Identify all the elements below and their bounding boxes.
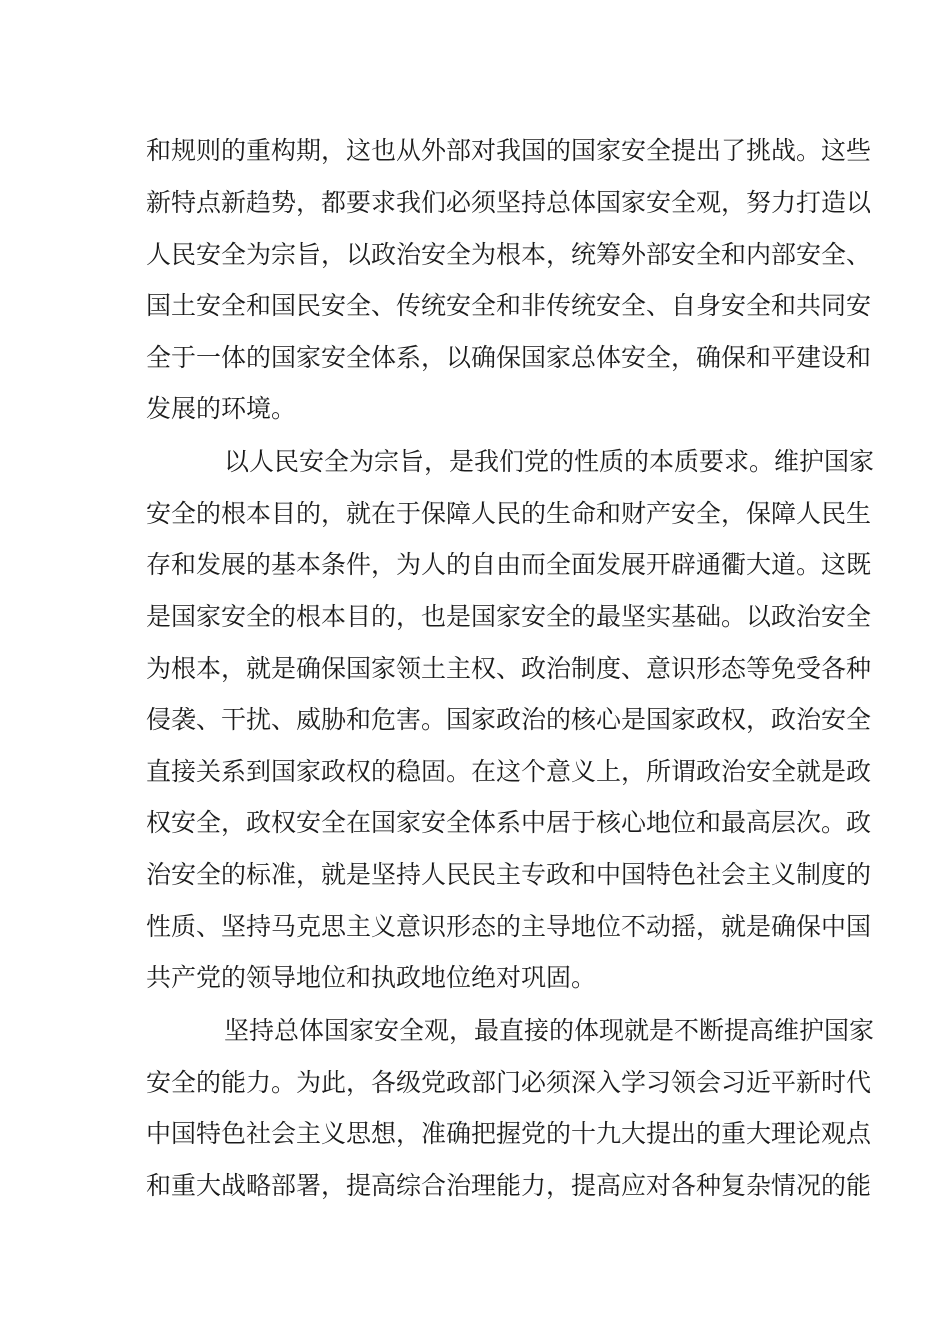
text-line: 权安全，政权安全在国家安全体系中居于核心地位和最高层次。政	[146, 808, 872, 837]
paragraph-first-line: 以人民安全为宗旨，是我们党的性质的本质要求。维护国家	[224, 447, 875, 476]
text-line: 直接关系到国家政权的稳固。在这个意义上，所谓政治安全就是政	[146, 757, 872, 786]
text-line: 全于一体的国家安全体系，以确保国家总体安全，确保和平建设和	[146, 343, 872, 372]
text-line: 新特点新趋势，都要求我们必须坚持总体国家安全观，努力打造以	[146, 188, 872, 217]
text-line: 存和发展的基本条件，为人的自由而全面发展开辟通衢大道。这既	[146, 550, 872, 579]
text-line: 安全的能力。为此，各级党政部门必须深入学习领会习近平新时代	[146, 1068, 872, 1097]
text-line: 和规则的重构期，这也从外部对我国的国家安全提出了挑战。这些	[146, 136, 872, 165]
text-line: 治安全的标准，就是坚持人民民主专政和中国特色社会主义制度的	[146, 860, 872, 889]
text-line: 发展的环境。	[146, 394, 297, 423]
text-line: 共产党的领导地位和执政地位绝对巩固。	[146, 963, 597, 992]
text-line: 是国家安全的根本目的，也是国家安全的最坚实基础。以政治安全	[146, 602, 872, 631]
text-line: 和重大战略部署，提高综合治理能力，提高应对各种复杂情况的能	[146, 1171, 872, 1200]
text-line: 中国特色社会主义思想，准确把握党的十九大提出的重大理论观点	[146, 1119, 872, 1148]
text-line: 人民安全为宗旨，以政治安全为根本，统筹外部安全和内部安全、	[146, 240, 872, 269]
text-line: 为根本，就是确保国家领土主权、政治制度、意识形态等免受各种	[146, 654, 872, 683]
paragraph-first-line: 坚持总体国家安全观，最直接的体现就是不断提高维护国家	[224, 1016, 875, 1045]
text-line: 性质、坚持马克思主义意识形态的主导地位不动摇，就是确保中国	[146, 912, 872, 941]
text-line: 国土安全和国民安全、传统安全和非传统安全、自身安全和共同安	[146, 291, 872, 320]
text-line: 侵袭、干扰、威胁和危害。国家政治的核心是国家政权，政治安全	[146, 705, 872, 734]
text-line: 安全的根本目的，就在于保障人民的生命和财产安全，保障人民生	[146, 499, 872, 528]
